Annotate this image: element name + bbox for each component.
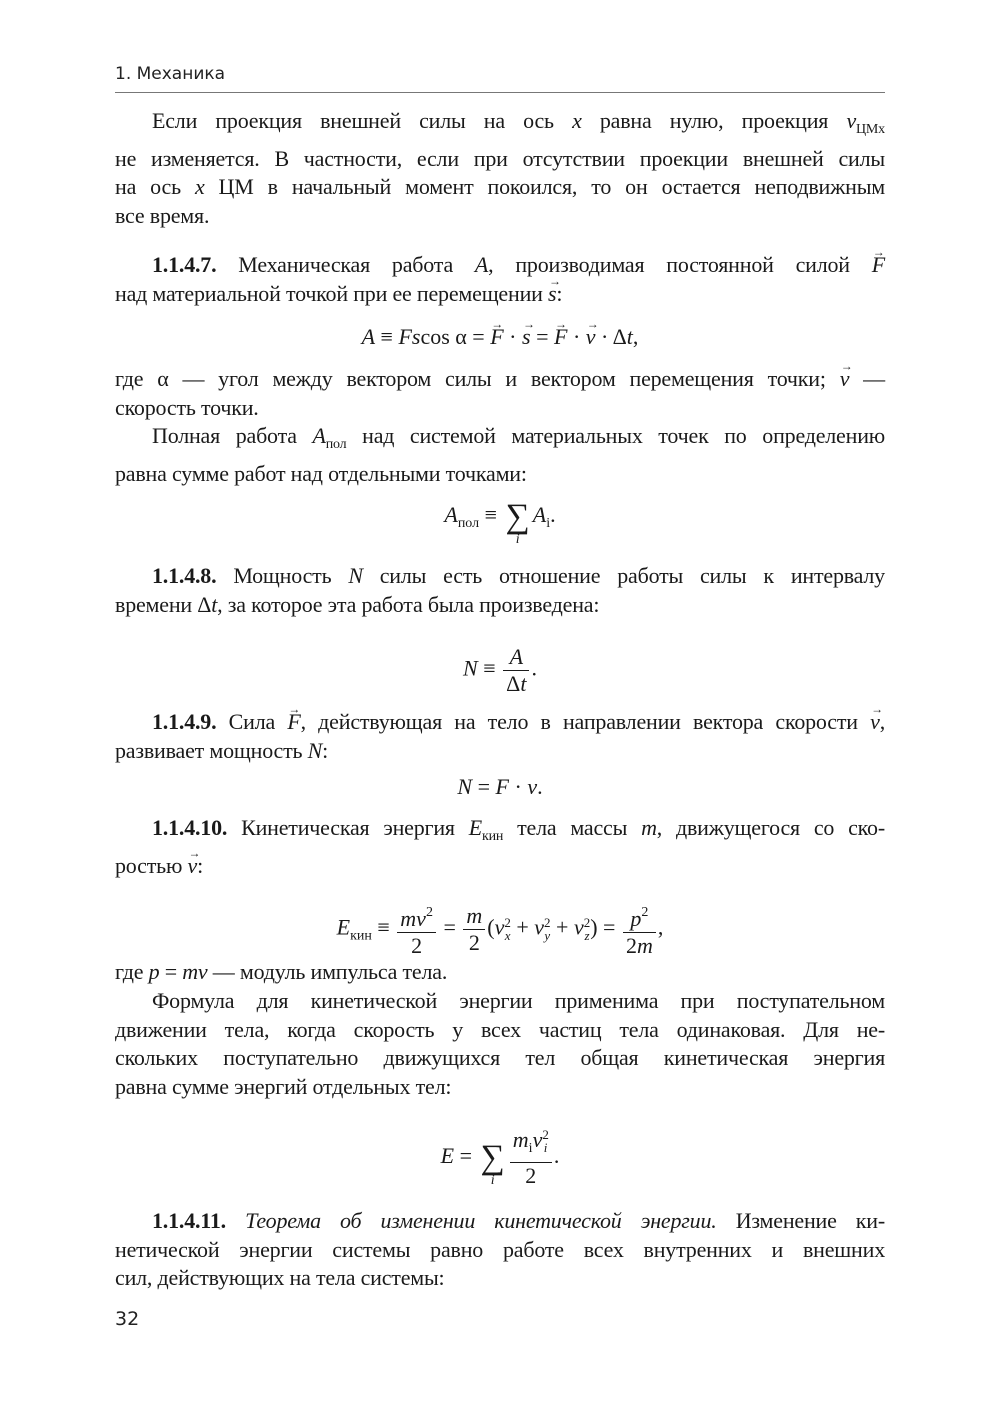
vector-symbol: s → bbox=[522, 323, 531, 351]
math-italic: E bbox=[336, 914, 351, 940]
math-italic: Теорема об изменении кинетической энергии. bbox=[245, 1208, 717, 1233]
math-italic: p bbox=[148, 959, 160, 984]
math-italic: F bbox=[495, 774, 509, 799]
superscript: 2 bbox=[641, 905, 649, 920]
paragraph bbox=[115, 814, 885, 880]
header-divider bbox=[115, 92, 885, 93]
text-segment: : bbox=[322, 737, 329, 763]
math-italic: A bbox=[312, 423, 326, 448]
paragraph bbox=[115, 422, 885, 488]
text-segment: , bbox=[632, 324, 639, 349]
text-segment: равна нулю, проекция bbox=[581, 108, 847, 133]
text-segment: cos α = bbox=[420, 324, 491, 349]
text-segment: ≡ bbox=[371, 914, 396, 940]
text-line bbox=[115, 1044, 885, 1073]
text-segment: = bbox=[159, 959, 183, 984]
superscript: 2 bbox=[542, 1126, 549, 1142]
math-italic: v bbox=[527, 774, 538, 799]
text-segment: ≡ bbox=[375, 324, 399, 349]
text-segment: · Δ bbox=[595, 324, 627, 349]
text-segment: . bbox=[537, 774, 543, 799]
text-segment: над системой материальных точек по определению bbox=[346, 423, 885, 448]
sigma-symbol: ∑ bbox=[480, 1139, 505, 1176]
numerator bbox=[623, 900, 656, 933]
text-segment: Если проекция внешней силы на ось bbox=[152, 108, 573, 133]
subscript: i bbox=[546, 516, 551, 532]
math-italic: t bbox=[626, 324, 633, 349]
formula bbox=[115, 644, 885, 697]
text-segment: развивает мощность bbox=[115, 737, 308, 763]
math-italic: v bbox=[534, 914, 545, 940]
summation-index: i bbox=[490, 1173, 495, 1188]
text-line bbox=[115, 280, 885, 309]
math-italic: x bbox=[194, 174, 205, 200]
subscript: ЦМx bbox=[856, 122, 885, 137]
formula bbox=[115, 900, 885, 959]
numerator bbox=[510, 1127, 552, 1163]
text-line bbox=[115, 562, 885, 591]
text-line bbox=[115, 1073, 885, 1102]
sup-sub bbox=[584, 916, 591, 942]
text-segment: . bbox=[531, 655, 537, 681]
superscript: 2 bbox=[504, 914, 511, 930]
math-italic: mv bbox=[182, 959, 208, 984]
numerator bbox=[503, 644, 529, 671]
denominator bbox=[623, 933, 656, 959]
text-segment: на ось bbox=[115, 174, 195, 200]
text-segment: ростью bbox=[115, 852, 188, 878]
text-segment: · bbox=[567, 324, 586, 349]
vector-symbol: F → bbox=[554, 323, 567, 351]
text-segment: · bbox=[503, 324, 522, 349]
section-number: 1.1.4.9. bbox=[152, 709, 217, 734]
text-segment: Сила bbox=[216, 709, 288, 734]
text-segment: , действующая на тело в направлении вектора скорости bbox=[300, 709, 871, 734]
superscript: 2 bbox=[583, 914, 591, 930]
text-segment: сил, действующих на тела системы: bbox=[115, 1265, 445, 1291]
text-line bbox=[115, 365, 885, 394]
subscript: кин bbox=[482, 829, 504, 844]
text-segment: 2 bbox=[625, 933, 637, 958]
section-number: 1.1.4.8. bbox=[152, 563, 217, 588]
text-line bbox=[115, 173, 885, 202]
text-segment: движении тела, когда скорость у всех частиц тела одинаковая. Для не- bbox=[115, 1016, 885, 1042]
paragraph bbox=[115, 708, 885, 765]
math-italic: x bbox=[572, 108, 582, 133]
text-segment: ≡ bbox=[477, 655, 502, 681]
vector-symbol: v → bbox=[870, 708, 880, 737]
text-line bbox=[115, 852, 885, 881]
vector-symbol: v → bbox=[840, 365, 850, 394]
text-segment: + bbox=[550, 914, 574, 940]
text-segment: где bbox=[115, 959, 149, 984]
fraction bbox=[397, 900, 436, 959]
text-segment: Механическая работа bbox=[216, 252, 475, 277]
math-italic: v bbox=[846, 108, 857, 133]
summation bbox=[480, 1139, 505, 1189]
fraction bbox=[510, 1127, 552, 1189]
math-italic: m bbox=[466, 903, 483, 928]
page-number: 32 bbox=[115, 1308, 140, 1330]
section-number: 1.1.4.11. bbox=[152, 1208, 226, 1233]
subscript: z bbox=[584, 927, 590, 943]
subscript: y bbox=[544, 927, 551, 943]
text-segment: равна сумме энергий отдельных тел: bbox=[115, 1073, 452, 1099]
text-segment: · bbox=[508, 774, 528, 799]
text-line bbox=[115, 1264, 885, 1293]
math-italic: v bbox=[494, 914, 505, 940]
math-italic: m bbox=[512, 1127, 529, 1152]
text-line bbox=[115, 987, 885, 1016]
paragraph bbox=[115, 365, 885, 422]
text-line bbox=[115, 737, 885, 766]
superscript: 2 bbox=[544, 914, 551, 930]
vector-symbol: v → bbox=[586, 323, 596, 351]
summation bbox=[505, 498, 530, 548]
text-segment: не изменяется. В частности, если при отсутствии проекции внешней силы bbox=[115, 145, 885, 171]
text-segment: , bbox=[879, 709, 885, 734]
math-italic: t bbox=[520, 671, 527, 696]
paragraph bbox=[115, 987, 885, 1101]
formula bbox=[115, 494, 885, 547]
math-italic: v bbox=[532, 1127, 543, 1152]
section-number: 1.1.4.7. bbox=[152, 252, 217, 277]
subscript: кин bbox=[350, 928, 372, 944]
math-italic: m bbox=[636, 933, 653, 958]
math-italic: Fs bbox=[398, 324, 421, 349]
formula bbox=[115, 1127, 885, 1189]
text-segment: над материальной точкой при ее перемещении bbox=[115, 280, 549, 306]
denominator bbox=[503, 671, 529, 697]
text-segment: скорость точки. bbox=[115, 394, 259, 420]
text-segment: Мощность bbox=[216, 563, 349, 588]
text-segment: 2 bbox=[468, 930, 480, 955]
text-segment: : bbox=[197, 852, 203, 878]
math-italic: v bbox=[573, 914, 584, 940]
paragraph bbox=[115, 1207, 885, 1293]
vector-symbol: F → bbox=[490, 323, 503, 351]
subscript: пол bbox=[457, 516, 480, 532]
text-segment: где α — угол между вектором силы и вектором перемещения точки; bbox=[115, 366, 840, 391]
text-segment: Изменение ки- bbox=[716, 1208, 885, 1233]
text-segment: времени Δ bbox=[115, 591, 212, 617]
math-italic: N bbox=[463, 655, 478, 681]
text-segment bbox=[226, 1208, 245, 1233]
text-segment: скольких поступательно движущихся тел общая кинетическая энергия bbox=[115, 1045, 885, 1071]
text-segment: ≡ bbox=[479, 502, 503, 528]
text-line bbox=[115, 251, 885, 280]
math-italic: E bbox=[440, 1143, 455, 1169]
math-italic: N bbox=[307, 737, 323, 763]
text-segment: силы есть отношение работы силы к интервалу bbox=[362, 563, 885, 588]
math-italic: A bbox=[532, 502, 547, 528]
numerator bbox=[397, 900, 436, 933]
text-segment: 2 bbox=[411, 933, 423, 958]
sup-sub bbox=[542, 1128, 549, 1154]
text-segment: нетической энергии системы равно работе всех внутренних и внешних bbox=[115, 1236, 885, 1262]
text-segment: = bbox=[454, 1143, 478, 1169]
text-line bbox=[115, 422, 885, 460]
math-italic: A bbox=[509, 644, 524, 669]
text-line bbox=[115, 460, 885, 489]
subscript: x bbox=[504, 927, 511, 943]
vector-symbol: s → bbox=[548, 280, 556, 309]
text-segment: тела массы bbox=[503, 815, 642, 840]
denominator bbox=[510, 1163, 552, 1189]
formula bbox=[115, 773, 885, 801]
running-header: 1. Механика bbox=[115, 64, 226, 84]
superscript: 2 bbox=[425, 905, 433, 920]
text-line bbox=[115, 107, 885, 145]
paragraph bbox=[115, 251, 885, 308]
text-line bbox=[115, 1207, 885, 1236]
math-italic: N bbox=[457, 774, 473, 799]
text-segment: . bbox=[553, 1143, 560, 1169]
denominator bbox=[397, 933, 436, 959]
text-segment: Кинетическая энергия bbox=[227, 815, 469, 840]
math-italic: mv bbox=[400, 906, 426, 931]
text-line bbox=[115, 591, 885, 620]
fraction bbox=[463, 903, 485, 956]
text-segment: ) = bbox=[590, 914, 621, 940]
numerator bbox=[463, 903, 485, 930]
text-segment: — bbox=[849, 366, 885, 391]
text-segment: равна сумме работ над отдельными точками: bbox=[115, 460, 527, 486]
text-line bbox=[115, 1016, 885, 1045]
sup-sub bbox=[504, 916, 511, 942]
math-italic: m bbox=[641, 815, 657, 840]
text-segment: Δ bbox=[506, 671, 521, 696]
fraction bbox=[503, 644, 529, 697]
denominator bbox=[463, 930, 485, 956]
subscript: i bbox=[528, 1141, 533, 1156]
text-segment: , движущегося со ско- bbox=[656, 815, 885, 840]
text-line bbox=[115, 394, 885, 423]
text-segment: = bbox=[472, 774, 496, 799]
text-segment: = bbox=[437, 914, 462, 940]
math-italic: t bbox=[211, 591, 218, 617]
text-segment: = bbox=[530, 324, 554, 349]
math-italic: A bbox=[444, 502, 458, 528]
text-segment: , производимая постоянной силой bbox=[488, 252, 872, 277]
formula bbox=[115, 323, 885, 351]
text-line bbox=[115, 1236, 885, 1265]
text-segment: , за которое эта работа была произведена: bbox=[217, 591, 600, 617]
text-segment: ЦМ в начальный момент покоился, то он остается неподвижным bbox=[204, 174, 886, 200]
math-italic: N bbox=[348, 563, 363, 588]
text-segment: : bbox=[556, 280, 563, 306]
subscript: пол bbox=[325, 437, 347, 452]
text-line bbox=[115, 145, 885, 174]
text-line bbox=[115, 814, 885, 852]
text-segment: все время. bbox=[115, 202, 210, 228]
paragraph bbox=[115, 562, 885, 619]
text-line bbox=[115, 708, 885, 737]
text-segment: 2 bbox=[525, 1163, 537, 1188]
sup-sub bbox=[544, 916, 551, 942]
vector-symbol: F → bbox=[287, 708, 300, 737]
text-segment: — модуль импульса тела. bbox=[207, 959, 448, 984]
fraction bbox=[623, 900, 656, 959]
section-number: 1.1.4.10. bbox=[152, 815, 228, 840]
math-italic: E bbox=[468, 815, 483, 840]
text-segment: + bbox=[510, 914, 535, 940]
math-italic: A bbox=[474, 252, 489, 277]
paragraph bbox=[115, 107, 885, 230]
summation-index: i bbox=[515, 532, 520, 547]
text-line bbox=[115, 958, 885, 987]
text-segment: ( bbox=[487, 914, 495, 940]
text-segment: , bbox=[657, 914, 664, 940]
text-line bbox=[115, 202, 885, 231]
paragraph bbox=[115, 958, 885, 987]
subscript: i bbox=[543, 1139, 548, 1155]
vector-symbol: F → bbox=[872, 251, 885, 280]
text-segment: Формула для кинетической энергии применима при поступательном bbox=[152, 988, 885, 1013]
text-segment: . bbox=[550, 502, 556, 528]
math-italic: p bbox=[630, 906, 642, 931]
sigma-symbol: ∑ bbox=[505, 498, 530, 535]
text-segment: Полная работа bbox=[152, 423, 313, 448]
vector-symbol: v → bbox=[188, 852, 198, 881]
math-italic: A bbox=[361, 324, 376, 349]
